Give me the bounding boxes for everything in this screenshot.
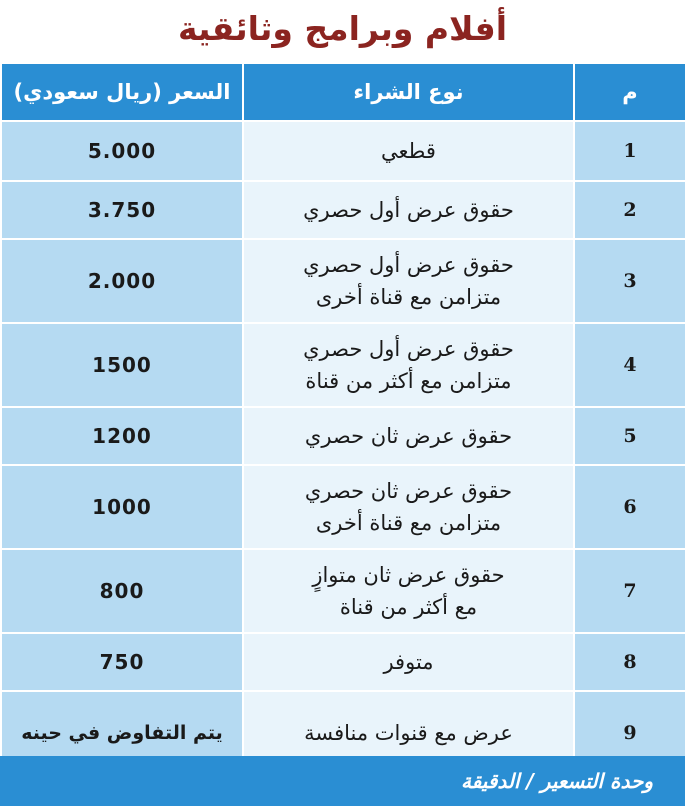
- table-row: [1, 549, 685, 633]
- table-body: [1, 121, 685, 775]
- row-purchase-type: [243, 121, 574, 181]
- table-row: [1, 323, 685, 407]
- row-price: 5.000: [1, 121, 243, 181]
- row-price: 2.000: [1, 239, 243, 323]
- purchase-type-line: حقوق عرض أول حصري: [303, 198, 514, 222]
- row-price: 750: [1, 633, 243, 691]
- purchase-type-line: قطعي: [381, 139, 436, 163]
- header-price: السعر (ريال سعودي): [1, 63, 243, 121]
- row-index: 7: [574, 549, 685, 633]
- row-purchase-type: [243, 323, 574, 407]
- table-row: [1, 181, 685, 239]
- purchase-type-line: متزامن مع أكثر من قناة: [305, 369, 512, 393]
- row-purchase-type: [243, 549, 574, 633]
- row-purchase-type: [243, 633, 574, 691]
- row-price: 1500: [1, 323, 243, 407]
- row-purchase-type: [243, 465, 574, 549]
- page-title: أفلام وبرامج وثائقية: [177, 9, 508, 48]
- row-index: 2: [574, 181, 685, 239]
- row-purchase-type: [243, 407, 574, 465]
- header-type: نوع الشراء: [243, 63, 574, 121]
- row-index: 8: [574, 633, 685, 691]
- row-price: 1200: [1, 407, 243, 465]
- row-index: 6: [574, 465, 685, 549]
- purchase-type-line: حقوق عرض أول حصري: [303, 337, 514, 361]
- purchase-type-line: حقوق عرض ثان حصري: [304, 424, 513, 448]
- purchase-type-line: متوفر: [383, 650, 434, 674]
- table-row: [1, 239, 685, 323]
- header-row: [1, 63, 685, 121]
- row-purchase-type: [243, 239, 574, 323]
- purchase-type-line: مع أكثر من قناة: [339, 595, 478, 619]
- purchase-type-line: عرض مع قنوات منافسة: [304, 721, 513, 745]
- row-index: 3: [574, 239, 685, 323]
- row-price: 3.750: [1, 181, 243, 239]
- row-purchase-type: [243, 181, 574, 239]
- header-index: م: [574, 63, 685, 121]
- table-row: [1, 465, 685, 549]
- row-price: يتم التفاوض في حينه: [1, 691, 243, 775]
- row-price: 800: [1, 549, 243, 633]
- row-index: 5: [574, 407, 685, 465]
- footer-note: وحدة التسعير / الدقيقة: [0, 756, 685, 806]
- table-row: [1, 407, 685, 465]
- purchase-type-line: متزامن مع قناة أخرى: [315, 511, 502, 535]
- purchase-type-line: حقوق عرض أول حصري: [303, 253, 514, 277]
- purchase-type-line: متزامن مع قناة أخرى: [315, 285, 502, 309]
- purchase-type-line: حقوق عرض ثان حصري: [304, 479, 513, 503]
- table-row: [1, 633, 685, 691]
- table-row: [1, 121, 685, 181]
- pricing-table: [0, 62, 685, 776]
- row-index: 1: [574, 121, 685, 181]
- purchase-type-line: حقوق عرض ثان متوازٍ: [312, 563, 505, 587]
- row-price: 1000: [1, 465, 243, 549]
- row-index: 4: [574, 323, 685, 407]
- row-index: 9: [574, 691, 685, 775]
